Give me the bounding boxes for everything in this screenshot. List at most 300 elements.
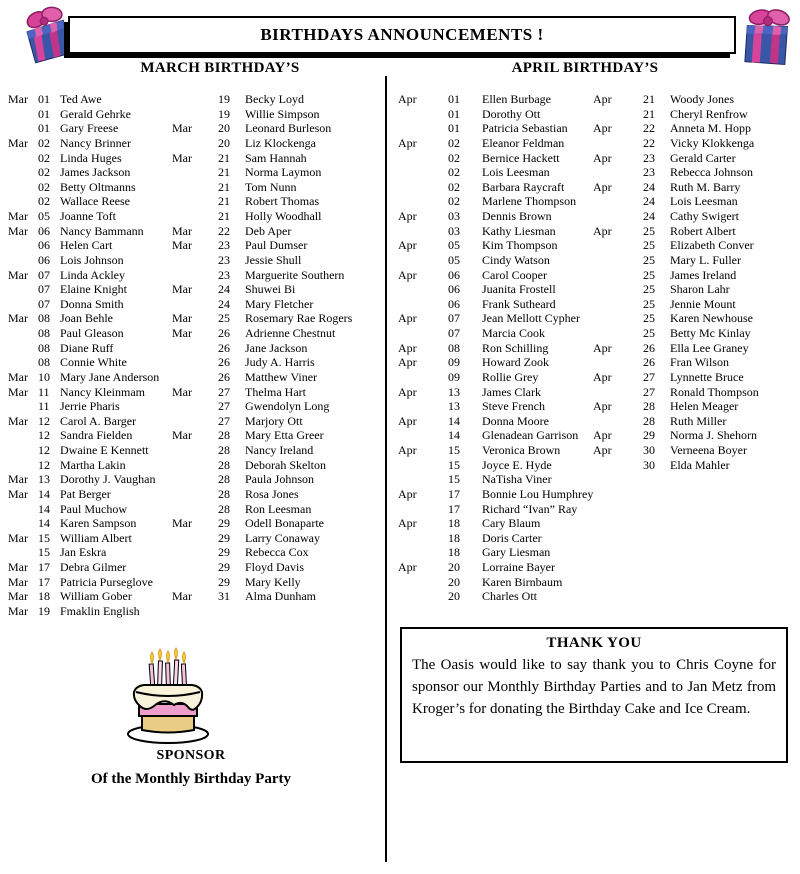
person-name: William Gober xyxy=(60,589,132,604)
person-name: Tom Nunn xyxy=(245,179,297,194)
birthday-row xyxy=(8,297,159,312)
birthday-row xyxy=(398,311,593,326)
person-name: Bonnie Lou Humphrey xyxy=(482,486,594,501)
month-label xyxy=(8,107,38,122)
birthday-row xyxy=(172,370,352,385)
birthday-row xyxy=(172,180,352,195)
day-number: 27 xyxy=(218,399,230,414)
month-label xyxy=(172,399,218,414)
month-label: Apr xyxy=(593,399,612,414)
birthday-row xyxy=(398,355,593,370)
person-name: Mary Jane Anderson xyxy=(60,369,160,384)
person-name: Deb Aper xyxy=(245,223,292,238)
person-name: Nancy Kleinmam xyxy=(60,384,145,399)
month-label xyxy=(172,355,218,370)
month-label xyxy=(172,92,218,107)
birthday-row xyxy=(172,385,352,400)
month-label: Apr xyxy=(398,238,417,253)
person-name: Howard Zook xyxy=(482,355,549,370)
month-label xyxy=(398,399,448,414)
day-number: 07 xyxy=(38,282,50,297)
birthday-row xyxy=(593,443,759,458)
month-label: Apr xyxy=(593,150,612,165)
birthday-row xyxy=(398,458,593,473)
birthday-row xyxy=(172,107,352,122)
month-label xyxy=(8,282,38,297)
day-number: 28 xyxy=(218,501,230,516)
month-label: Mar xyxy=(8,384,28,399)
month-label: Mar xyxy=(8,209,28,223)
month-label xyxy=(398,151,448,166)
month-label: Mar xyxy=(172,282,192,297)
person-name: Paul Gleason xyxy=(60,326,124,340)
month-label: Mar xyxy=(8,369,28,384)
month-label xyxy=(398,180,448,195)
day-number: 01 xyxy=(448,106,460,121)
day-number: 06 xyxy=(448,267,460,282)
person-name: Gary Freese xyxy=(60,121,119,136)
day-number: 12 xyxy=(38,428,50,443)
birthday-row xyxy=(172,326,352,341)
person-name: Dwaine E Kennett xyxy=(60,443,149,457)
month-label xyxy=(172,165,218,180)
month-label xyxy=(593,136,643,151)
birthday-row xyxy=(8,487,159,502)
day-number: 18 xyxy=(448,545,460,560)
day-number: 28 xyxy=(643,413,655,428)
person-name: Rebecca Cox xyxy=(245,545,309,560)
month-label: Mar xyxy=(8,589,28,604)
birthday-row xyxy=(398,443,593,458)
birthday-row xyxy=(593,311,759,326)
person-name: Vicky Klokkenga xyxy=(670,135,755,150)
person-name: Rosemary Rae Rogers xyxy=(245,311,353,326)
birthday-row xyxy=(398,253,593,268)
month-label xyxy=(398,531,448,546)
person-name: William Albert xyxy=(60,530,132,545)
birthday-row xyxy=(172,545,352,560)
person-name: Marcia Cook xyxy=(482,326,545,340)
person-name: Paul Muchow xyxy=(60,501,127,516)
day-number: 24 xyxy=(218,282,230,297)
month-label: Apr xyxy=(593,443,612,457)
person-name: Lois Leesman xyxy=(670,194,738,209)
birthday-row xyxy=(593,326,759,341)
birthday-row xyxy=(593,151,759,166)
month-label: Apr xyxy=(398,355,417,370)
birthday-row xyxy=(172,121,352,136)
day-number: 21 xyxy=(218,179,230,194)
birthday-row xyxy=(8,282,159,297)
day-number: 14 xyxy=(38,486,50,501)
birthday-row xyxy=(398,531,593,546)
person-name: Gary Liesman xyxy=(482,545,551,560)
month-label xyxy=(172,268,218,283)
person-name: Holly Woodhall xyxy=(245,209,322,223)
month-label xyxy=(398,370,448,385)
birthday-row xyxy=(172,355,352,370)
person-name: Leonard Burleson xyxy=(245,121,332,136)
day-number: 15 xyxy=(448,443,460,457)
person-name: Joanne Toft xyxy=(60,209,116,223)
month-label xyxy=(8,151,38,166)
month-label xyxy=(172,370,218,385)
day-number: 26 xyxy=(643,340,655,355)
month-label xyxy=(593,355,643,370)
month-label xyxy=(8,253,38,268)
birthday-row xyxy=(593,370,759,385)
day-number: 22 xyxy=(643,121,655,136)
day-number: 30 xyxy=(643,457,655,472)
person-name: Robert Albert xyxy=(670,223,736,238)
month-label: Apr xyxy=(398,92,417,106)
person-name: Dorothy Ott xyxy=(482,106,541,121)
banner xyxy=(68,16,736,54)
day-number: 20 xyxy=(218,135,230,150)
month-label xyxy=(593,385,643,400)
birthday-row xyxy=(8,268,159,283)
day-number: 21 xyxy=(218,209,230,223)
birthday-row xyxy=(398,341,593,356)
month-label: Apr xyxy=(593,340,612,355)
birthday-row xyxy=(398,268,593,283)
birthday-row xyxy=(172,516,352,531)
month-label: Apr xyxy=(398,560,417,574)
month-label: Mar xyxy=(172,223,192,238)
birthday-row xyxy=(8,136,159,151)
day-number: 23 xyxy=(643,165,655,180)
person-name: Nancy Ireland xyxy=(245,443,314,457)
person-name: Odell Bonaparte xyxy=(245,516,324,531)
month-label xyxy=(172,472,218,487)
birthday-row xyxy=(172,414,352,429)
birthday-row xyxy=(172,311,352,326)
month-label: Mar xyxy=(8,486,28,501)
person-name: Kathy Liesman xyxy=(482,223,556,238)
day-number: 27 xyxy=(643,369,655,384)
birthday-row xyxy=(8,502,159,517)
day-number: 14 xyxy=(38,516,50,531)
month-label xyxy=(8,458,38,473)
month-label xyxy=(8,502,38,517)
day-number: 23 xyxy=(643,150,655,165)
birthday-row xyxy=(172,282,352,297)
month-label xyxy=(172,180,218,195)
person-name: Fran Wilson xyxy=(670,355,729,370)
person-name: Gwendolyn Long xyxy=(245,399,330,414)
birthday-row xyxy=(593,253,759,268)
person-name: Mary Etta Greer xyxy=(245,428,324,443)
birthday-row xyxy=(172,253,352,268)
person-name: Jan Eskra xyxy=(60,545,107,560)
person-name: Lorraine Bayer xyxy=(482,560,555,574)
day-number: 25 xyxy=(643,223,655,238)
person-name: Sharon Lahr xyxy=(670,282,730,297)
month-label: Mar xyxy=(172,326,192,340)
column-divider xyxy=(385,76,387,862)
birthday-row xyxy=(8,428,159,443)
birthday-row xyxy=(593,268,759,283)
month-label xyxy=(593,311,643,326)
person-name: Glenadean Garrison xyxy=(482,428,579,443)
birthday-row xyxy=(172,341,352,356)
day-number: 14 xyxy=(448,413,460,428)
day-number: 07 xyxy=(38,296,50,311)
person-name: Nancy Bammann xyxy=(60,223,144,238)
person-name: Cathy Swigert xyxy=(670,209,739,223)
day-number: 03 xyxy=(448,209,460,223)
person-name: Lynnette Bruce xyxy=(670,369,744,384)
person-name: Eleanor Feldman xyxy=(482,135,565,150)
month-label xyxy=(172,487,218,502)
day-number: 22 xyxy=(218,223,230,238)
day-number: 02 xyxy=(448,165,460,180)
person-name: Cindy Watson xyxy=(482,252,550,267)
person-name: Connie White xyxy=(60,355,127,370)
day-number: 10 xyxy=(38,369,50,384)
birthday-row xyxy=(8,107,159,122)
month-label xyxy=(398,165,448,180)
day-number: 25 xyxy=(218,311,230,326)
birthday-row xyxy=(593,385,759,400)
day-number: 28 xyxy=(218,457,230,472)
birthday-row xyxy=(8,443,159,458)
birthday-row xyxy=(8,326,159,341)
month-label xyxy=(8,443,38,458)
month-label: Mar xyxy=(172,311,192,326)
month-label: Apr xyxy=(398,135,417,150)
person-name: Liz Klockenga xyxy=(245,135,316,150)
day-number: 21 xyxy=(218,150,230,165)
day-number: 27 xyxy=(218,384,230,399)
birthday-row xyxy=(8,531,159,546)
day-number: 05 xyxy=(448,238,460,253)
month-label xyxy=(172,531,218,546)
month-label: Mar xyxy=(172,150,192,165)
month-label xyxy=(398,224,448,239)
person-name: Betty Mc Kinlay xyxy=(670,326,751,340)
person-name: Sam Hannah xyxy=(245,150,307,165)
person-name: Norma Laymon xyxy=(245,165,322,180)
day-number: 25 xyxy=(643,296,655,311)
birthday-row xyxy=(398,194,593,209)
person-name: NaTisha Viner xyxy=(482,472,552,487)
day-number: 19 xyxy=(38,603,50,618)
person-name: Elda Mahler xyxy=(670,457,730,472)
person-name: Matthew Viner xyxy=(245,369,318,384)
day-number: 26 xyxy=(643,355,655,370)
day-number: 12 xyxy=(38,457,50,472)
sponsor-subtitle: Of the Monthly Birthday Party xyxy=(91,771,291,787)
person-name: Marjory Ott xyxy=(245,413,303,428)
birthday-row xyxy=(593,341,759,356)
day-number: 20 xyxy=(448,589,460,604)
birthday-row xyxy=(398,326,593,341)
person-name: Barbara Raycraft xyxy=(482,179,565,194)
birthday-row xyxy=(398,136,593,151)
person-name: Nancy Brinner xyxy=(60,135,131,150)
month-label xyxy=(593,209,643,224)
person-name: Ellen Burbage xyxy=(482,92,551,106)
birthday-row xyxy=(398,297,593,312)
person-name: Adrienne Chestnut xyxy=(245,326,336,340)
birthday-row xyxy=(398,472,593,487)
day-number: 30 xyxy=(643,443,655,457)
person-name: Lois Johnson xyxy=(60,252,124,267)
day-number: 09 xyxy=(448,355,460,370)
birthday-row xyxy=(398,121,593,136)
day-number: 15 xyxy=(448,457,460,472)
birthday-row xyxy=(398,385,593,400)
birthday-row xyxy=(398,209,593,224)
birthday-row xyxy=(398,282,593,297)
day-number: 08 xyxy=(38,326,50,340)
birthday-row xyxy=(8,224,159,239)
month-label: Mar xyxy=(172,589,192,604)
birthday-row xyxy=(172,575,352,590)
day-number: 24 xyxy=(643,194,655,209)
birthday-row xyxy=(172,589,352,604)
birthday-row xyxy=(8,194,159,209)
person-name: Debra Gilmer xyxy=(60,560,127,574)
day-number: 01 xyxy=(448,92,460,106)
month-label xyxy=(172,502,218,517)
month-label: Mar xyxy=(172,121,192,136)
person-name: Veronica Brown xyxy=(482,443,561,457)
day-number: 29 xyxy=(218,530,230,545)
person-name: Karen Birnbaum xyxy=(482,574,563,589)
month-label xyxy=(8,341,38,356)
day-number: 28 xyxy=(218,472,230,487)
day-number: 21 xyxy=(218,165,230,180)
person-name: Marguerite Southern xyxy=(245,267,345,282)
day-number: 08 xyxy=(38,355,50,370)
day-number: 11 xyxy=(38,384,50,399)
april-list-column-1 xyxy=(398,92,593,604)
birthday-row xyxy=(398,92,593,107)
person-name: Ruth Miller xyxy=(670,413,727,428)
person-name: Carol A. Barger xyxy=(60,413,137,428)
day-number: 13 xyxy=(38,472,50,487)
person-name: Mary Fletcher xyxy=(245,296,314,311)
month-label xyxy=(172,253,218,268)
person-name: Shuwei Bi xyxy=(245,282,296,297)
birthday-row xyxy=(8,341,159,356)
thank-you-body: The Oasis would like to say thank you to Chris Coyne for sponsor our Monthly Birthday Parties and to Jan Metz from Kroger’s for donating the Birthday Cake and Ice Cream. xyxy=(412,657,776,717)
month-label xyxy=(8,121,38,136)
person-name: Willie Simpson xyxy=(245,106,320,121)
day-number: 29 xyxy=(218,516,230,531)
birthday-row xyxy=(8,151,159,166)
birthday-row xyxy=(398,575,593,590)
day-number: 12 xyxy=(38,443,50,457)
person-name: Patricia Sebastian xyxy=(482,121,568,136)
month-label xyxy=(593,165,643,180)
birthday-row xyxy=(593,194,759,209)
day-number: 09 xyxy=(448,369,460,384)
person-name: Gerald Gehrke xyxy=(60,106,131,121)
month-label: Apr xyxy=(398,340,417,355)
day-number: 06 xyxy=(448,296,460,311)
person-name: Charles Ott xyxy=(482,589,537,604)
person-name: Wallace Reese xyxy=(60,194,130,209)
day-number: 02 xyxy=(38,179,50,194)
month-label xyxy=(172,575,218,590)
birthday-row xyxy=(398,428,593,443)
day-number: 02 xyxy=(38,194,50,209)
day-number: 29 xyxy=(643,428,655,443)
birthday-row xyxy=(593,121,759,136)
day-number: 14 xyxy=(448,428,460,443)
birthday-row xyxy=(172,224,352,239)
person-name: James Ireland xyxy=(670,267,737,282)
birthday-row xyxy=(593,428,759,443)
person-name: Ella Lee Graney xyxy=(670,340,749,355)
person-name: Betty Oltmanns xyxy=(60,179,136,194)
birthday-row xyxy=(398,370,593,385)
day-number: 25 xyxy=(643,326,655,340)
month-label xyxy=(8,545,38,560)
day-number: 28 xyxy=(218,428,230,443)
birthday-row xyxy=(398,238,593,253)
person-name: Rollie Grey xyxy=(482,369,539,384)
month-label xyxy=(398,107,448,122)
month-label xyxy=(172,136,218,151)
month-label: Mar xyxy=(8,603,28,618)
month-label: Apr xyxy=(398,311,417,326)
month-label: Mar xyxy=(8,560,28,574)
person-name: Donna Smith xyxy=(60,296,124,311)
day-number: 29 xyxy=(218,574,230,589)
day-number: 07 xyxy=(38,267,50,282)
person-name: Verneena Boyer xyxy=(670,443,747,457)
day-number: 01 xyxy=(448,121,460,136)
month-label: Mar xyxy=(8,135,28,150)
month-label: Apr xyxy=(398,384,417,399)
month-label: Mar xyxy=(8,311,28,326)
day-number: 26 xyxy=(218,355,230,370)
month-label: Mar xyxy=(8,413,28,428)
month-label xyxy=(398,575,448,590)
month-label xyxy=(172,209,218,224)
day-number: 14 xyxy=(38,501,50,516)
month-label xyxy=(593,282,643,297)
birthday-row xyxy=(8,238,159,253)
day-number: 13 xyxy=(448,384,460,399)
day-number: 07 xyxy=(448,326,460,340)
birthday-row xyxy=(398,180,593,195)
day-number: 28 xyxy=(218,486,230,501)
month-label xyxy=(8,428,38,443)
person-name: Frank Sutheard xyxy=(482,296,556,311)
day-number: 02 xyxy=(448,194,460,209)
birthday-row xyxy=(8,355,159,370)
day-number: 05 xyxy=(448,252,460,267)
day-number: 23 xyxy=(218,238,230,253)
birthday-row xyxy=(8,180,159,195)
month-label: Apr xyxy=(593,369,612,384)
birthday-row xyxy=(398,107,593,122)
day-number: 02 xyxy=(38,135,50,150)
month-label xyxy=(398,253,448,268)
birthday-row xyxy=(8,92,159,107)
day-number: 06 xyxy=(38,252,50,267)
day-number: 24 xyxy=(218,296,230,311)
day-number: 06 xyxy=(38,223,50,238)
person-name: Becky Loyd xyxy=(245,92,304,106)
birthday-row xyxy=(398,224,593,239)
day-number: 19 xyxy=(218,92,230,106)
